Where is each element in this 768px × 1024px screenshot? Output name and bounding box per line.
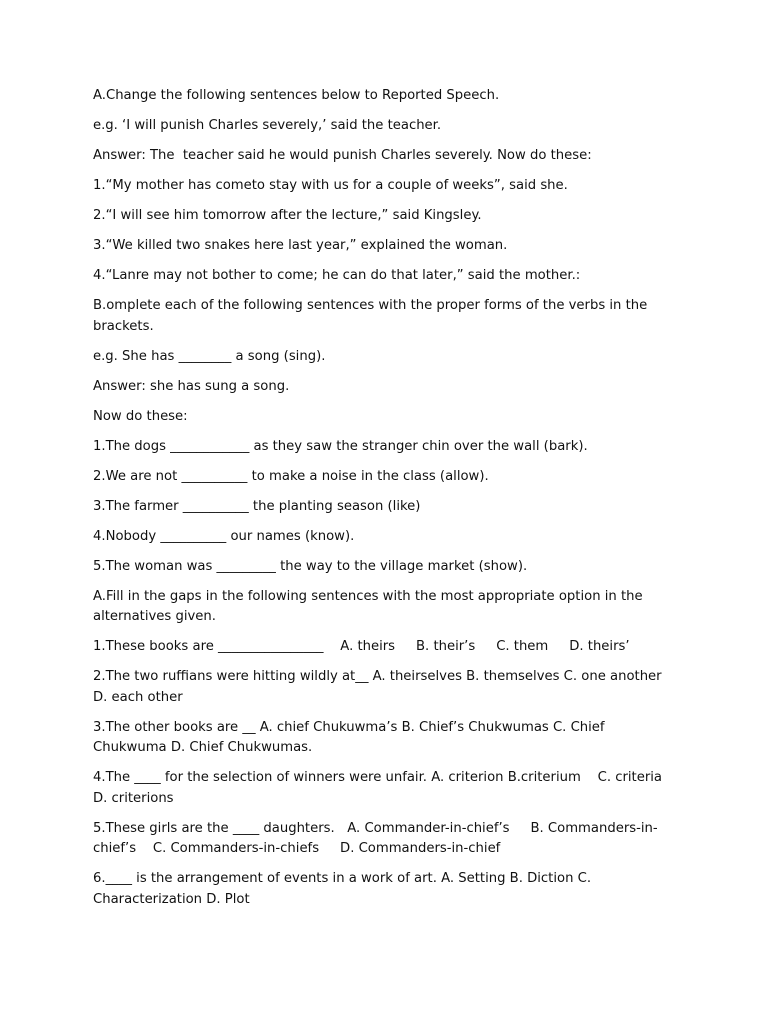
reported-speech-question-1: 1.“My mother has cometo stay with us for a couple of weeks”, said she.	[93, 178, 568, 193]
verb-example-sentence: e.g. She has ________ a song (sing).	[93, 348, 326, 364]
section-b-heading: B.omplete each of the following sentences with the proper forms of the verbs in the brackets.	[93, 298, 652, 334]
reported-speech-question-2: 2.“I will see him tomorrow after the lecture,” said Kingsley.	[93, 208, 482, 223]
fill-gaps-heading: A.Fill in the gaps in the following sentences with the most appropriate option in the alternatives given.	[93, 588, 647, 624]
verb-question-1: 1.The dogs ____________ as they saw the stranger chin over the wall (bark).	[93, 438, 588, 454]
verb-question-5: 5.The woman was _________ the way to the village market (show).	[93, 558, 528, 574]
example-sentence: e.g. ‘I will punish Charles severely,’ said the teacher.	[93, 118, 442, 133]
fill-gaps-question-5: 5.These girls are the ____ daughters. A. Commander-in-chief’s B. Commanders-in-chief’s C. Commanders-in-chiefs D. Commanders-in-chief	[93, 820, 658, 856]
fill-gaps-question-6: 6.____ is the arrangement of events in a work of art. A. Setting B. Diction C. Characterization D. Plot	[93, 871, 596, 907]
section-a-heading: A.Change the following sentences below to Reported Speech.	[93, 88, 500, 103]
document-body	[93, 86, 673, 920]
reported-speech-question-3: 3.“We killed two snakes here last year,” explained the woman.	[93, 238, 508, 253]
verb-question-2: 2.We are not __________ to make a noise in the class (allow).	[93, 468, 489, 484]
reported-speech-question-4: 4.“Lanre may not bother to come; he can do that later,” said the mother.:	[93, 268, 581, 283]
verb-question-4: 4.Nobody __________ our names (know).	[93, 528, 355, 544]
fill-gaps-question-2: 2.The two ruffians were hitting wildly at__ A. theirselves B. themselves C. one another D. each other	[93, 669, 666, 705]
verb-question-3: 3.The farmer __________ the planting season (like)	[93, 498, 421, 514]
fill-gaps-question-1: 1.These books are ________________ A. theirs B. their’s C. them D. theirs’	[93, 639, 630, 654]
fill-gaps-question-3: 3.The other books are __ A. chief Chukuwma’s B. Chief’s Chukwumas C. Chief Chukwuma D. Chief Chukwumas.	[93, 719, 609, 755]
verb-example-answer: Answer: she has sung a song.	[93, 378, 290, 394]
verb-instruction: Now do these:	[93, 408, 188, 424]
fill-gaps-question-4: 4.The ____ for the selection of winners were unfair. A. criterion B.criterium C. criteria D. criterions	[93, 770, 675, 806]
example-answer: Answer: The teacher said he would punish Charles severely. Now do these:	[93, 148, 592, 163]
